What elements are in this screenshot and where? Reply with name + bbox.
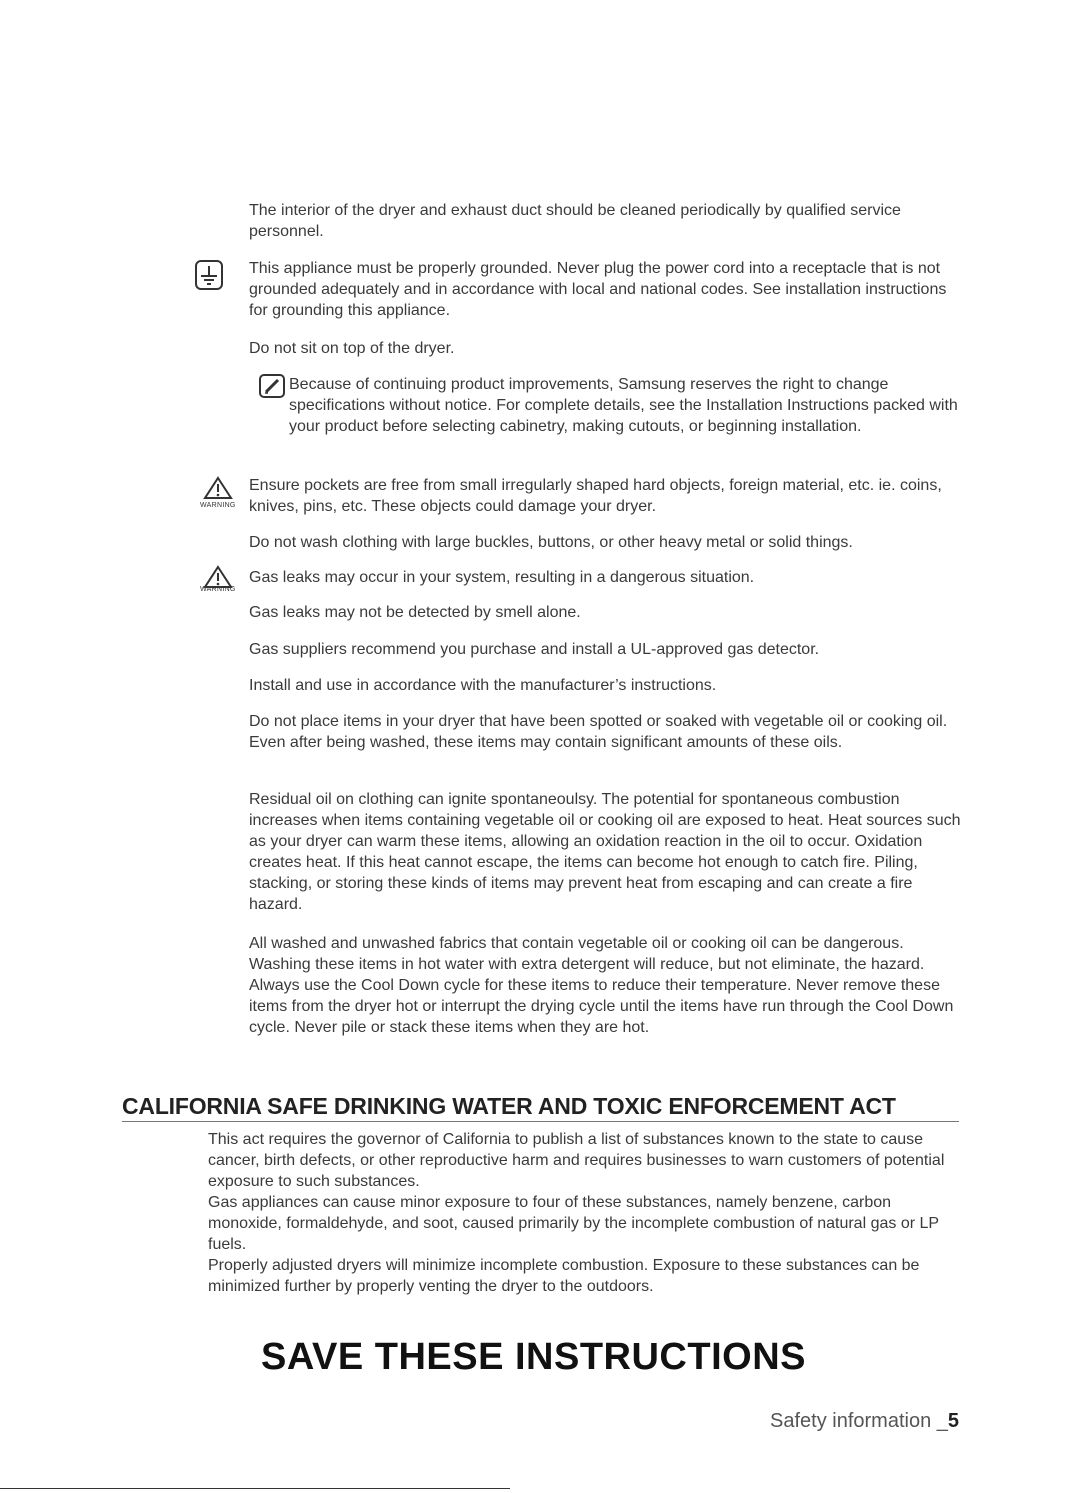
bottom-rule — [0, 1488, 510, 1489]
pockets-warning: Ensure pockets are free from small irregularly shaped hard objects, foreign material, etc. ie. coins, knives, pins, etc. These objects could damage your dryer. — [249, 477, 942, 515]
warning-triangle-icon — [203, 476, 233, 505]
warning-label: WARNING — [200, 586, 236, 593]
install-paragraph: Install and use in accordance with the manufacturer’s instructions. — [249, 677, 717, 694]
clothing-paragraph: Do not wash clothing with large buckles, buttons, or other heavy metal or solid things. — [249, 534, 853, 551]
prop65-body: This act requires the governor of California to publish a list of substances known to the state to cause cancer, birth defects, or other reproductive harm and requires businesses to warn customers of potential exposure to such substances. Gas appliances can cause minor exposure to four of these substances, namely benzene, carbon monoxide, formaldehyde, and soot, caused primarily by the incomplete combustion of natural gas or LP fuels. Properly adjusted dryers will minimize incomplete combustion. Exposure to these substances can be minimized further by properly venting the dryer to the outdoors. — [208, 1131, 945, 1295]
oil-items-paragraph: Do not place items in your dryer that have been spotted or soaked with vegetable oil or cooking oil. Even after being washed, these items may contain significant amounts of these oils. — [249, 713, 948, 751]
gas-smell-paragraph: Gas leaks may not be detected by smell alone. — [249, 604, 581, 621]
gas-detector-paragraph: Gas suppliers recommend you purchase and install a UL-approved gas detector. — [249, 641, 820, 658]
note-pencil-icon — [258, 373, 286, 406]
gas-leak-warning: Gas leaks may occur in your system, resulting in a dangerous situation. — [249, 569, 755, 586]
ground-icon — [193, 258, 225, 299]
save-instructions-heading: SAVE THESE INSTRUCTIONS — [261, 1336, 806, 1378]
cleaning-paragraph: The interior of the dryer and exhaust duct should be cleaned periodically by qualified service personnel. — [249, 202, 901, 240]
fabrics-paragraph: All washed and unwashed fabrics that contain vegetable oil or cooking oil can be dangerous. Washing these items in hot water with extra detergent will reduce, but not eliminate, the hazard. Always use the Cool Down cycle for these items to reduce their temperature. Never remove these items from the dryer hot or interrupt the drying cycle until the items have run through the Cool Down cycle. Never pile or stack these items when they are hot. — [249, 935, 954, 1036]
prop65-heading: CALIFORNIA SAFE DRINKING WATER AND TOXIC ENFORCEMENT ACT — [122, 1093, 959, 1122]
page-footer — [770, 1410, 959, 1433]
residual-oil-paragraph: Residual oil on clothing can ignite spontaneoulsy. The potential for spontaneous combustion increases when items containing vegetable oil or cooking oil are exposed to heat. Heat sources such as your dryer can warm these items, allowing an oxidation reaction in the oil to occur. Oxidation creates heat. If this heat cannot escape, the items can become hot enough to catch fire. Piling, stacking, or storing these kinds of items may prevent heat from escaping and can create a fire hazard. — [249, 791, 961, 913]
page-number: 5 — [947, 1410, 959, 1432]
sit-paragraph: Do not sit on top of the dryer. — [249, 340, 455, 357]
warning-label: WARNING — [200, 502, 236, 509]
note-paragraph: Because of continuing product improvements, Samsung reserves the right to change specifications without notice. For complete details, see the Installation Instructions packed with your product before selecting cabinetry, making cutouts, or beginning installation. — [289, 376, 958, 435]
footer-section-label: Safety information _ — [770, 1410, 948, 1432]
grounding-paragraph: This appliance must be properly grounded. Never plug the power cord into a receptacle that is not grounded adequately and in accordance with local and national codes. See installation instructions for grounding this appliance. — [249, 260, 947, 319]
